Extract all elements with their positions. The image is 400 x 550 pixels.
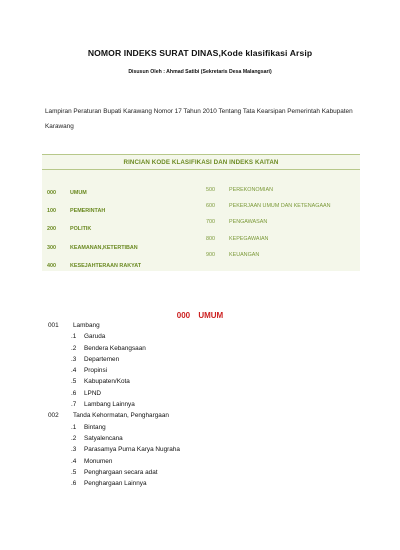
item-code: .5 <box>71 378 77 386</box>
item-name: Departemen <box>84 355 120 363</box>
item-name: Lambang Lainnya <box>84 401 135 409</box>
group-code: 002 <box>48 412 59 420</box>
item-name: Monumen <box>84 457 113 465</box>
index-code: 100 <box>47 208 56 215</box>
item-code: .5 <box>71 468 77 476</box>
item-code: .6 <box>71 480 77 488</box>
item-code: .7 <box>71 401 77 409</box>
section-heading: 000 UMUM <box>176 311 224 320</box>
item-name: Kabupaten/Kota <box>84 378 130 386</box>
item-code: .6 <box>71 389 77 397</box>
item-name: Satyalencana <box>84 434 123 442</box>
index-code: 800 <box>206 235 215 242</box>
item-code: .1 <box>71 333 77 341</box>
item-name: Garuda <box>84 333 106 341</box>
item-name: Penghargaan secara adat <box>84 468 158 476</box>
group-name: Lambang <box>73 322 100 329</box>
item-name: Parasamya Purna Karya Nugraha <box>84 446 180 454</box>
index-table-title: RINCIAN KODE KLASIFIKASI DAN INDEKS KAITAN <box>123 159 279 166</box>
index-code: 500 <box>206 187 215 193</box>
item-code: .4 <box>71 367 77 375</box>
document-title: NOMOR INDEKS SURAT DINAS,Kode klasifikasi Arsip <box>87 48 313 58</box>
intro-paragraph: Lampiran Peraturan Bupati Karawang Nomor 17 Tahun 2010 Tentang Tata Kearsipan Pemerintah Kabupaten Karawang <box>45 108 353 130</box>
index-label: PEREKONOMIAN <box>229 187 274 193</box>
index-label: KEUANGAN <box>229 251 260 258</box>
item-code: .2 <box>71 434 77 442</box>
index-label: PEKERJAAN UMUM DAN KETENAGAAN <box>229 203 331 210</box>
index-table-divider <box>42 169 360 170</box>
index-label: POLITIK <box>70 226 92 233</box>
index-code: 200 <box>47 226 56 233</box>
index-label: KEPEGAWAIAN <box>229 235 269 242</box>
item-name: Penghargaan Lainnya <box>84 480 147 488</box>
item-code: .3 <box>71 446 77 454</box>
index-code: 900 <box>206 251 215 258</box>
item-name: Propinsi <box>84 367 108 375</box>
item-name: Bintang <box>84 423 106 431</box>
index-label: PEMERINTAH <box>70 208 106 215</box>
group-name: Tanda Kehormatan, Penghargaan <box>73 412 169 420</box>
index-code: 600 <box>206 203 215 210</box>
classification-index-table <box>42 154 360 271</box>
item-code: .1 <box>71 423 77 431</box>
index-label: KEAMANAN,KETERTIBAN <box>70 244 138 251</box>
index-label: UMUM <box>70 190 87 196</box>
index-code: 000 <box>47 190 56 196</box>
item-name: Bendera Kebangsaan <box>84 344 146 352</box>
item-code: .4 <box>71 457 77 465</box>
item-code: .3 <box>71 355 77 363</box>
index-code: 700 <box>206 219 215 226</box>
item-name: LPND <box>84 389 102 397</box>
item-code: .2 <box>71 344 77 352</box>
document-author: Disusun Oleh : Ahmad Satibi (Sekretaris Desa Malangsari) <box>128 69 272 75</box>
index-label: KESEJAHTERAAN RAKYAT <box>70 262 141 269</box>
index-code: 400 <box>47 262 56 269</box>
index-label: PENGAWASAN <box>229 219 268 226</box>
index-code: 300 <box>47 244 56 251</box>
group-code: 001 <box>48 322 59 329</box>
